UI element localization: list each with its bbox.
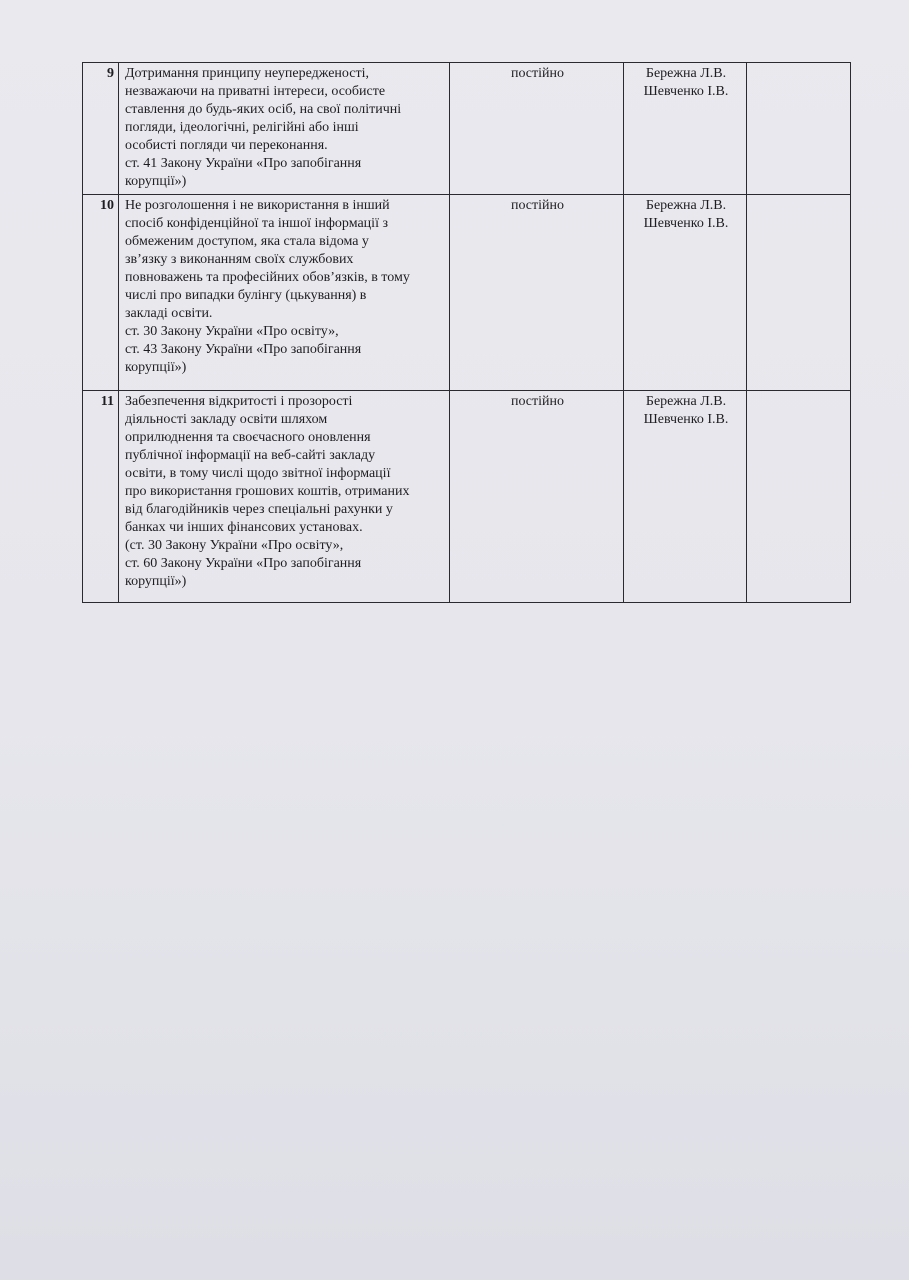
measure-term: постійно [450, 63, 624, 195]
table-row [83, 63, 851, 195]
measure-description [119, 195, 450, 391]
description-line: погляди, ідеологічні, релігійні або інші [125, 120, 359, 135]
description-line: обмеженим доступом, яка стала відома у [125, 234, 369, 249]
note-cell [747, 195, 851, 391]
responsible-persons [624, 63, 747, 195]
table-row [83, 195, 851, 391]
measures-table [82, 62, 851, 603]
description-line: ст. 30 Закону України «Про освіту», [125, 324, 339, 339]
description-line: числі про випадки булінгу (цькування) в [125, 288, 367, 303]
responsible-persons [624, 391, 747, 603]
description-line: ставлення до будь-яких осіб, на свої політичні [125, 102, 402, 117]
measure-description [119, 63, 450, 195]
responsible-name: Бережна Л.В. [645, 394, 727, 409]
description-line: корупції») [125, 574, 187, 589]
responsible-name: Шевченко І.В. [643, 216, 729, 231]
description-line: оприлюднення та своєчасного оновлення [125, 430, 371, 445]
description-line: ст. 43 Закону України «Про запобігання [125, 342, 362, 357]
description-line: корупції») [125, 360, 187, 375]
row-number: 11 [83, 391, 119, 603]
measure-term: постійно [450, 195, 624, 391]
measure-term: постійно [450, 391, 624, 603]
responsible-persons [624, 195, 747, 391]
description-line: Забезпечення відкритості і прозорості [125, 394, 353, 409]
description-line: про використання грошових коштів, отриманих [125, 484, 410, 499]
description-line: (ст. 30 Закону України «Про освіту», [125, 538, 344, 553]
note-cell [747, 63, 851, 195]
row-number: 10 [83, 195, 119, 391]
description-line: освіти, в тому числі щодо звітної інформації [125, 466, 391, 481]
description-line: Дотримання принципу неупередженості, [125, 66, 369, 81]
description-line: Не розголошення і не використання в інший [125, 198, 390, 213]
description-line: спосіб конфіденційної та іншої інформації з [125, 216, 388, 231]
responsible-name: Шевченко І.В. [643, 84, 729, 99]
description-line: публічної інформації на веб-сайті закладу [125, 448, 376, 463]
responsible-name: Бережна Л.В. [645, 198, 727, 213]
responsible-name: Шевченко І.В. [643, 412, 729, 427]
description-line: закладі освіти. [125, 306, 213, 321]
description-line: ст. 60 Закону України «Про запобігання [125, 556, 362, 571]
description-line: діяльності закладу освіти шляхом [125, 412, 328, 427]
description-line: банках чи інших фінансових установах. [125, 520, 363, 535]
row-number: 9 [83, 63, 119, 195]
description-line: повноважень та професійних обов’язків, в тому [125, 270, 410, 285]
table-row [83, 391, 851, 603]
measure-description [119, 391, 450, 603]
description-line: корупції») [125, 174, 187, 189]
description-line: від благодійників через спеціальні рахунки у [125, 502, 393, 517]
note-cell [747, 391, 851, 603]
responsible-name: Бережна Л.В. [645, 66, 727, 81]
description-line: ст. 41 Закону України «Про запобігання [125, 156, 362, 171]
description-line: особисті погляди чи переконання. [125, 138, 328, 153]
description-line: незважаючи на приватні інтереси, особисте [125, 84, 386, 99]
description-line: зв’язку з виконанням своїх службових [125, 252, 354, 267]
